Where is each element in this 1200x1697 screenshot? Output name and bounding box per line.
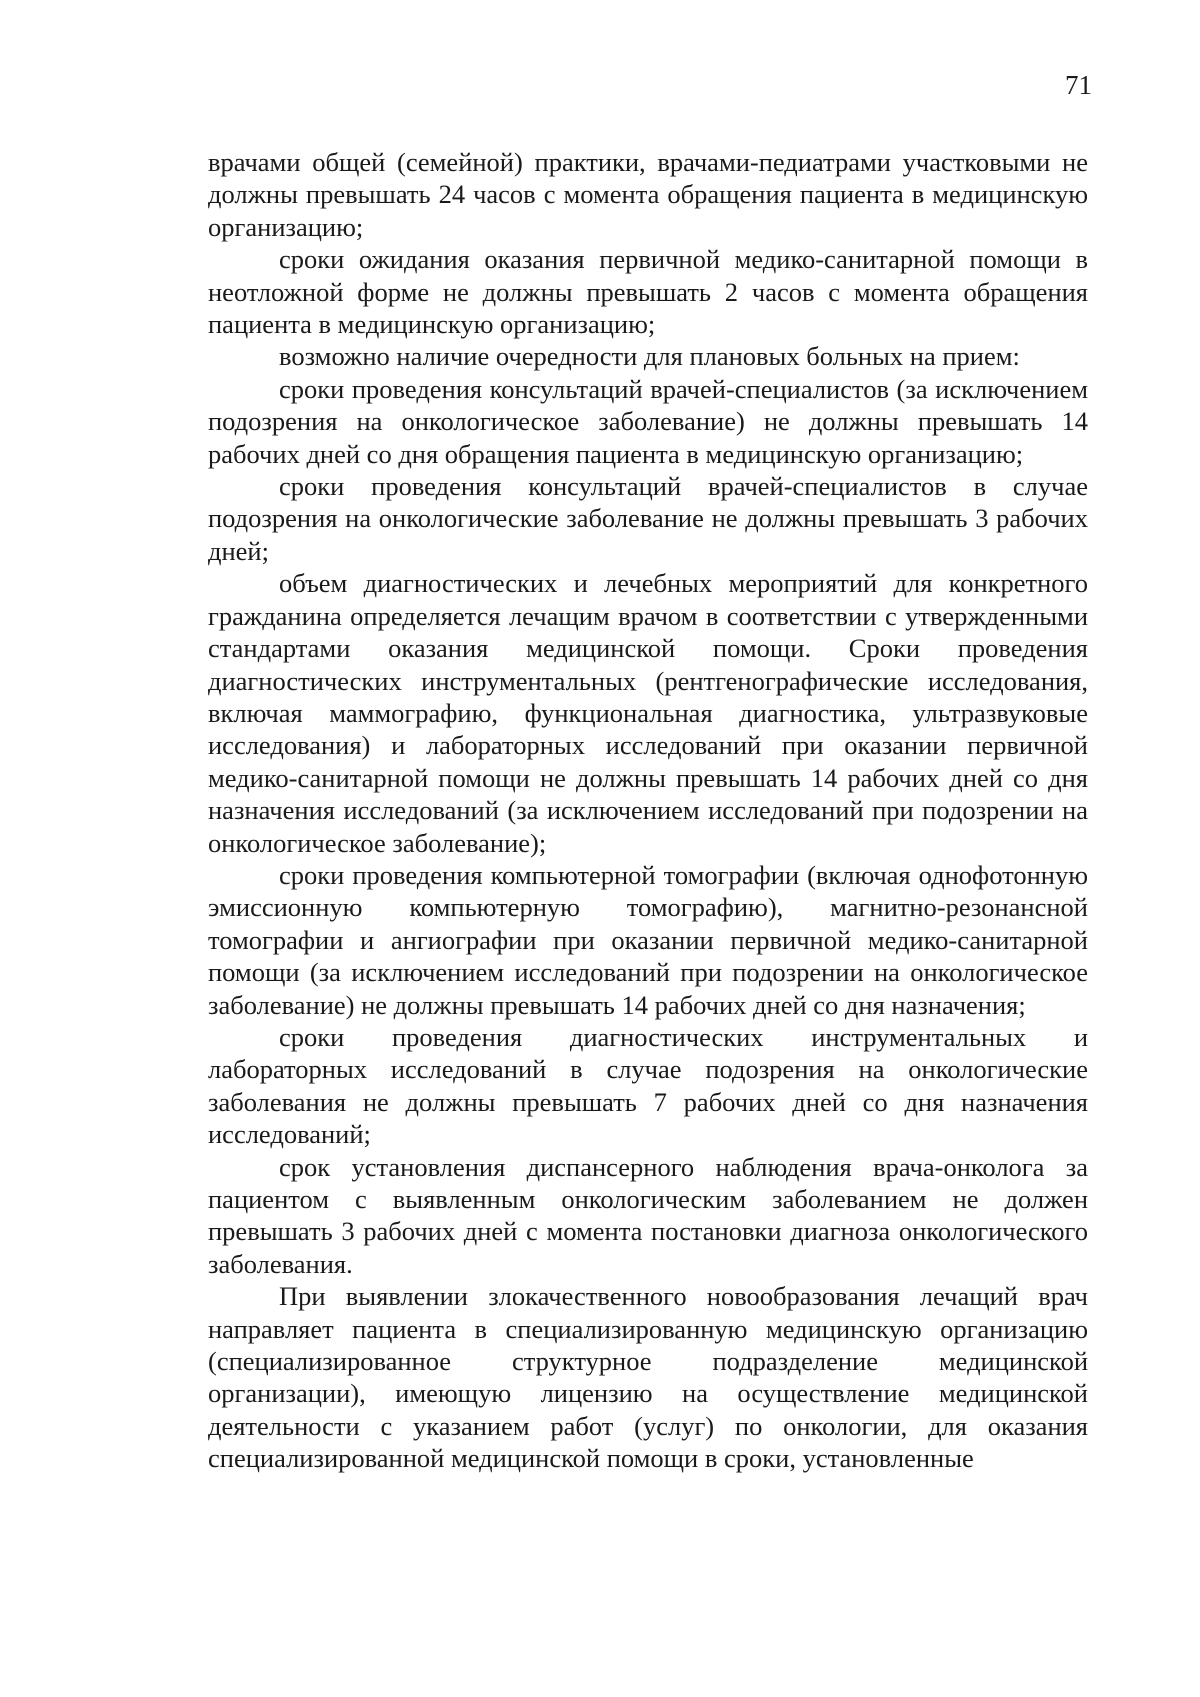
paragraph-continuation: врачами общей (семейной) практики, врачами-педиатрами участковыми не должны превышать 24 часов с момента обращения пациента в медицинскую организацию; [208,147,1088,242]
paragraph: сроки ожидания оказания первичной медико-санитарной помощи в неотложной форме не должны превышать 2 часов с момента обращения пациента в медицинскую организацию; [208,244,1088,340]
paragraph: сроки проведения консультаций врачей-специалистов (за исключением подозрения на онкологическое заболевание) не должны превышать 14 рабочих дней со дня обращения пациента в медицинскую организацию; [208,373,1088,469]
paragraph: объем диагностических и лечебных мероприятий для конкретного гражданина определяется лечащим врачом в соответствии с утвержденными стандартами оказания медицинской помощи. Сроки проведения диагностических инструментальных (рентгенографические исследования, включая маммографию, функциональная диагностика, ультразвуковые исследования) и лабораторных исследований при оказании первичной медико-санитарной помощи не должны превышать 14 рабочих дней со дня назначения исследований (за исключением исследований при подозрении на онкологическое заболевание); [208,568,1088,858]
paragraph: сроки проведения консультаций врачей-специалистов в случае подозрения на онкологические заболевание не должны превышать 3 рабочих дней; [208,471,1088,566]
page-number: 71 [1065,70,1092,100]
paragraph: сроки проведения диагностических инструментальных и лабораторных исследований в случае подозрения на онкологические заболевания не должны превышать 7 рабочих дней со дня назначения исследований; [208,1021,1088,1150]
document-body [208,146,1088,1475]
paragraph: сроки проведения компьютерной томографии (включая однофотонную эмиссионную компьютерную томографию), магнитно-резонансной томографии и ангиографии при оказании первичной медико-санитарной помощи (за исключением исследований при подозрении на онкологическое заболевание) не должны превышать 14 рабочих дней со дня назначения; [208,859,1088,1020]
paragraph: срок установления диспансерного наблюдения врача-онколога за пациентом с выявленным онкологическим заболеванием не должен превышать 3 рабочих дней с момента постановки диагноза онкологического заболевания. [208,1151,1088,1279]
paragraph: возможно наличие очередности для плановых больных на прием: [279,341,1020,372]
paragraph: При выявлении злокачественного новообразования лечащий врач направляет пациента в специализированную медицинскую организацию (специализированное структурное подразделение медицинской организации), имеющую лицензию на осуществление медицинской деятельности с указанием работ (услуг) по онкологии, для оказания специализированной медицинской помощи в сроки, установленные [208,1281,1088,1474]
